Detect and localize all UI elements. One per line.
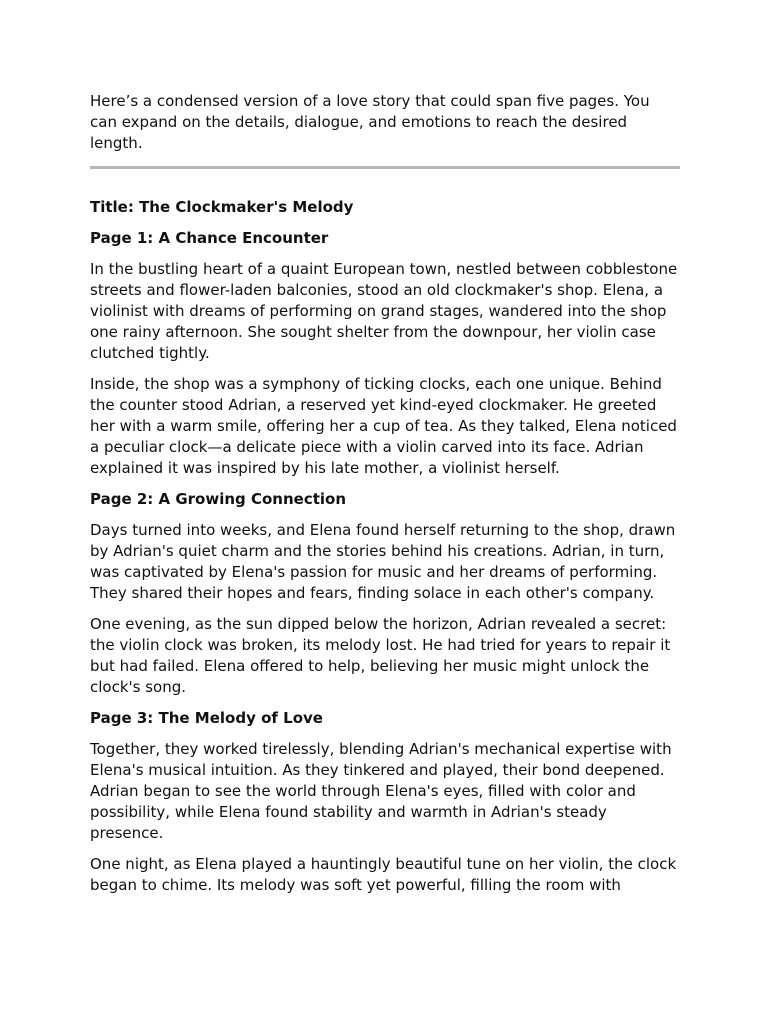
section-heading: Page 2: A Growing Connection (90, 490, 347, 508)
story-title: Title: The Clockmaker's Melody (90, 198, 354, 216)
paragraph: Inside, the shop was a symphony of ticking clocks, each one unique. Behind the counter stood Adrian, a reserved yet kind-eyed clockmaker. He greeted her with a warm smile, offering her a cup of tea. As they talked, Elena noticed a peculiar clock—a delicate piece with a violin carved into its face. Adrian explained it was inspired by his late mother, a violinist herself. (90, 375, 677, 477)
section-heading: Page 1: A Chance Encounter (90, 229, 329, 247)
section-heading: Page 3: The Melody of Love (90, 709, 323, 727)
paragraph: One evening, as the sun dipped below the horizon, Adrian revealed a secret: the violin clock was broken, its melody lost. He had tried for years to repair it but had failed. Elena offered to help, believing her music might unlock the clock's song. (90, 615, 671, 696)
section-page-1 (90, 228, 680, 479)
section-page-2 (90, 489, 680, 698)
paragraph: One night, as Elena played a hauntingly beautiful tune on her violin, the clock began to chime. Its melody was soft yet powerful, filling the room with (90, 855, 677, 894)
document-page (90, 91, 680, 906)
intro-paragraph: Here’s a condensed version of a love story that could span five pages. You can expand on the details, dialogue, and emotions to reach the desired length. (90, 92, 650, 152)
paragraph: Together, they worked tirelessly, blending Adrian's mechanical expertise with Elena's musical intuition. As they tinkered and played, their bond deepened. Adrian began to see the world through Elena's eyes, filled with color and possibility, while Elena found stability and warmth in Adrian's steady presence. (90, 740, 672, 842)
horizontal-divider (90, 166, 680, 169)
paragraph: In the bustling heart of a quaint European town, nestled between cobblestone streets and flower-laden balconies, stood an old clockmaker's shop. Elena, a violinist with dreams of performing on grand stages, wandered into the shop one rainy afternoon. She sought shelter from the downpour, her violin case clutched tightly. (90, 260, 678, 362)
paragraph: Days turned into weeks, and Elena found herself returning to the shop, drawn by Adrian's quiet charm and the stories behind his creations. Adrian, in turn, was captivated by Elena's passion for music and her dreams of performing. They shared their hopes and fears, finding solace in each other's company. (90, 521, 676, 602)
section-page-3 (90, 708, 680, 896)
